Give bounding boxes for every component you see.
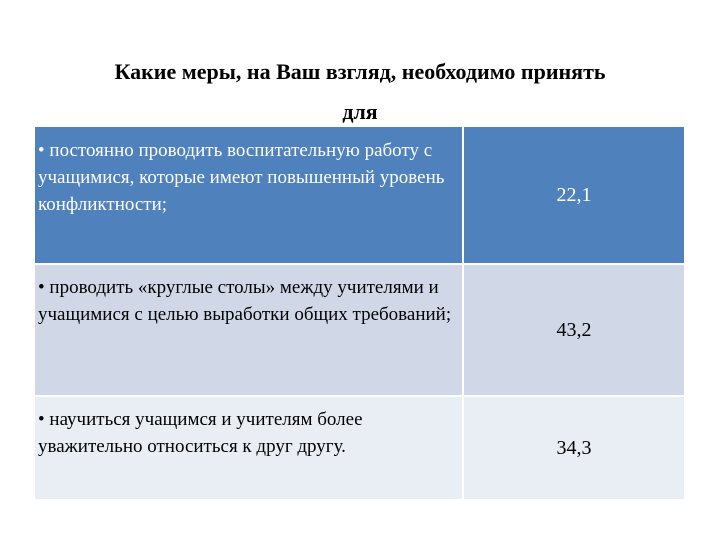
measure-text: • научиться учащимся и учителям более уважительно относиться к друг другу. [38, 409, 363, 457]
table-row [35, 263, 684, 395]
table-row [35, 127, 684, 263]
measure-percent: 22,1 [462, 127, 684, 263]
survey-table [35, 127, 684, 499]
slide-title [20, 52, 700, 132]
table-row [35, 395, 684, 499]
slide-title-line-2: для [342, 99, 378, 124]
measure-percent: 43,2 [462, 265, 684, 395]
measure-percent: 34,3 [462, 397, 684, 499]
measure-text: • постоянно проводить воспитательную работу с учащимися, которые имеют повышенный уровень конфликтности; [38, 140, 445, 215]
measure-text: • проводить «круглые столы» между учителями и учащимися с целью выработки общих требований; [38, 277, 452, 325]
slide-title-line-1: Какие меры, на Ваш взгляд, необходимо принять [114, 59, 606, 84]
